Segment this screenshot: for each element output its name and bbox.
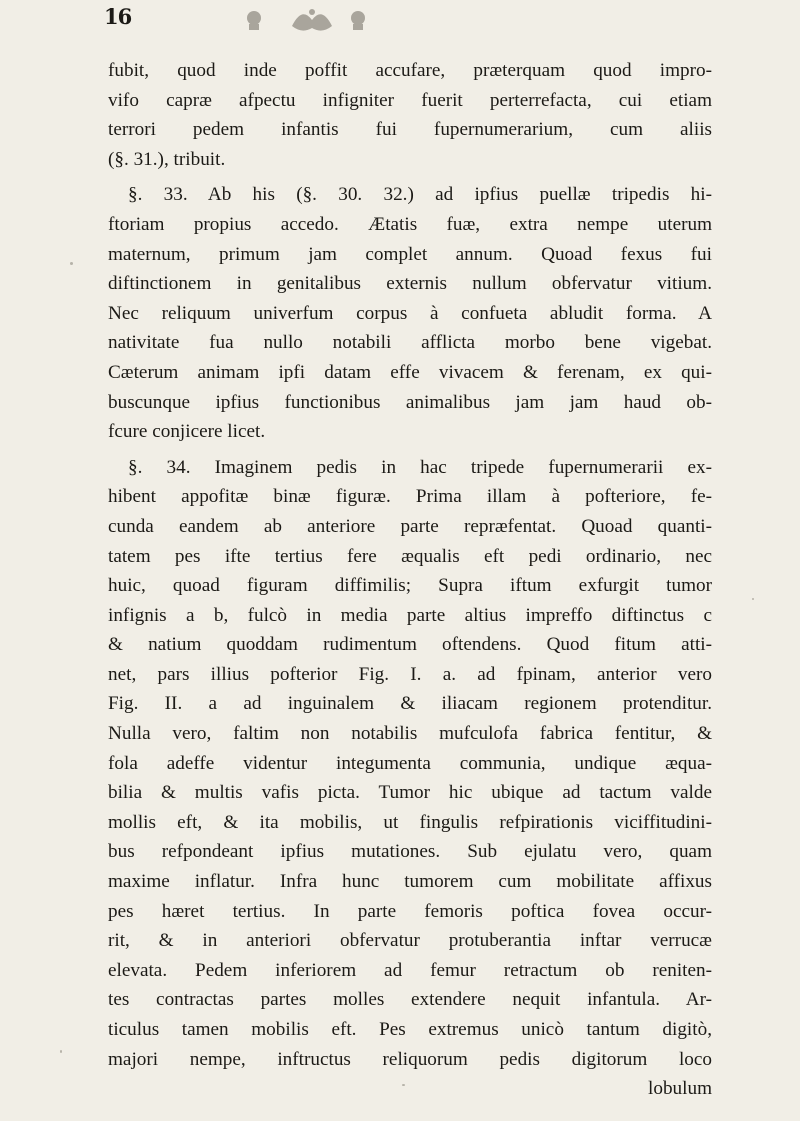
text-line: bus refpondeant ipfius mutationes. Sub ejulatu vero, quam <box>108 841 712 863</box>
paper-speck <box>402 1084 405 1086</box>
paper-speck <box>752 598 754 600</box>
text-line: (§. 31.), tribuit. <box>108 148 226 170</box>
paragraph <box>108 180 712 446</box>
text-line: vifo capræ afpectu infigniter fuerit perterrefacta, cui etiam <box>108 89 712 111</box>
text-line: maternum, primum jam complet annum. Quoad fexus fui <box>108 243 712 265</box>
page-number: 16 <box>104 4 132 29</box>
text-line: hibent appofitæ binæ figuræ. Prima illam à pofteriore, fe- <box>108 486 712 508</box>
text-line: net, pars illius pofterior Fig. I. a. ad fpinam, anterior vero <box>108 663 712 685</box>
text-line: buscunque ipfius functionibus animalibus jam jam haud ob- <box>108 391 712 413</box>
text-line: Nec reliquum univerfum corpus à confueta abludit forma. A <box>108 302 712 324</box>
text-line: elevata. Pedem inferiorem ad femur retractum ob reniten- <box>108 959 712 981</box>
text-line: ticulus tamen mobilis eft. Pes extremus unicò tantum digitò, <box>108 1019 712 1040</box>
paragraph <box>108 56 712 174</box>
text-line: Fig. II. a ad inguinalem & iliacam regionem protenditur. <box>108 693 712 715</box>
text-line: Nulla vero, faltim non notabilis mufculofa fabrica fentitur, & <box>108 723 712 745</box>
text-line: maxime inflatur. Infra hunc tumorem cum mobilitate affixus <box>108 871 712 893</box>
text-line: pes hæret tertius. In parte femoris poftica fovea occur- <box>108 900 712 922</box>
text-line: rit, & in anteriori obfervatur protuberantia inftar verrucæ <box>108 930 712 952</box>
text-line: fola adeffe videntur integumenta communia, undique æqua- <box>108 752 712 774</box>
text-line: §. 34. Imaginem pedis in hac tripede fupernumerarii ex- <box>128 456 712 478</box>
text-line: mollis eft, & ita mobilis, ut fingulis refpirationis viciffitudini- <box>108 811 712 833</box>
paragraph <box>108 453 712 1074</box>
text-line: infignis a b, fulcò in media parte altius impreffo diftinctus c <box>108 604 712 626</box>
text-line: diftinctionem in genitalibus externis nullum obfervatur vitium. <box>108 273 712 295</box>
text-line: huic, quoad figuram diffimilis; Supra iftum exfurgit tumor <box>108 575 712 597</box>
text-line: cunda eandem ab anteriore parte repræfentat. Quoad quanti- <box>108 515 712 537</box>
text-line: fubit, quod inde poffit accufare, prӕterquam quod impro- <box>108 60 712 81</box>
text-line: tatem pes ifte tertius fere æqualis eft pedi ordinario, nec <box>108 545 712 567</box>
text-line: fcure conjicere licet. <box>108 421 266 443</box>
text-line: §. 33. Ab his (§. 30. 32.) ad ipfius puellæ tripedis hi- <box>128 184 712 206</box>
paper-speck <box>60 1050 62 1053</box>
text-line: tes contractas partes molles extendere nequit infantula. Ar- <box>108 989 712 1011</box>
text-line: Cæterum animam ipfi datam effe vivacem & ferenam, ex qui- <box>108 361 712 383</box>
text-line: & natium quoddam rudimentum oftendens. Quod fitum atti- <box>108 634 712 656</box>
paper-speck <box>70 262 73 265</box>
text-line: majori nempe, inftructus reliquorum pedis digitorum loco <box>108 1048 712 1070</box>
catchword: lobulum <box>648 1078 712 1100</box>
text-line: nativitate fua nullo notabili afflicta morbo bene vigebat. <box>108 332 712 354</box>
text-line: terrori pedem infantis fui fupernumerarium, cum aliis <box>108 119 712 141</box>
text-line: bilia & multis vafis picta. Tumor hic ubique ad tactum valde <box>108 782 712 804</box>
printer-fleuron-ornament-icon <box>232 2 382 42</box>
body-text <box>108 56 712 1104</box>
text-line: ftoriam propius accedo. Ætatis fuæ, extra nempe uterum <box>108 213 712 235</box>
